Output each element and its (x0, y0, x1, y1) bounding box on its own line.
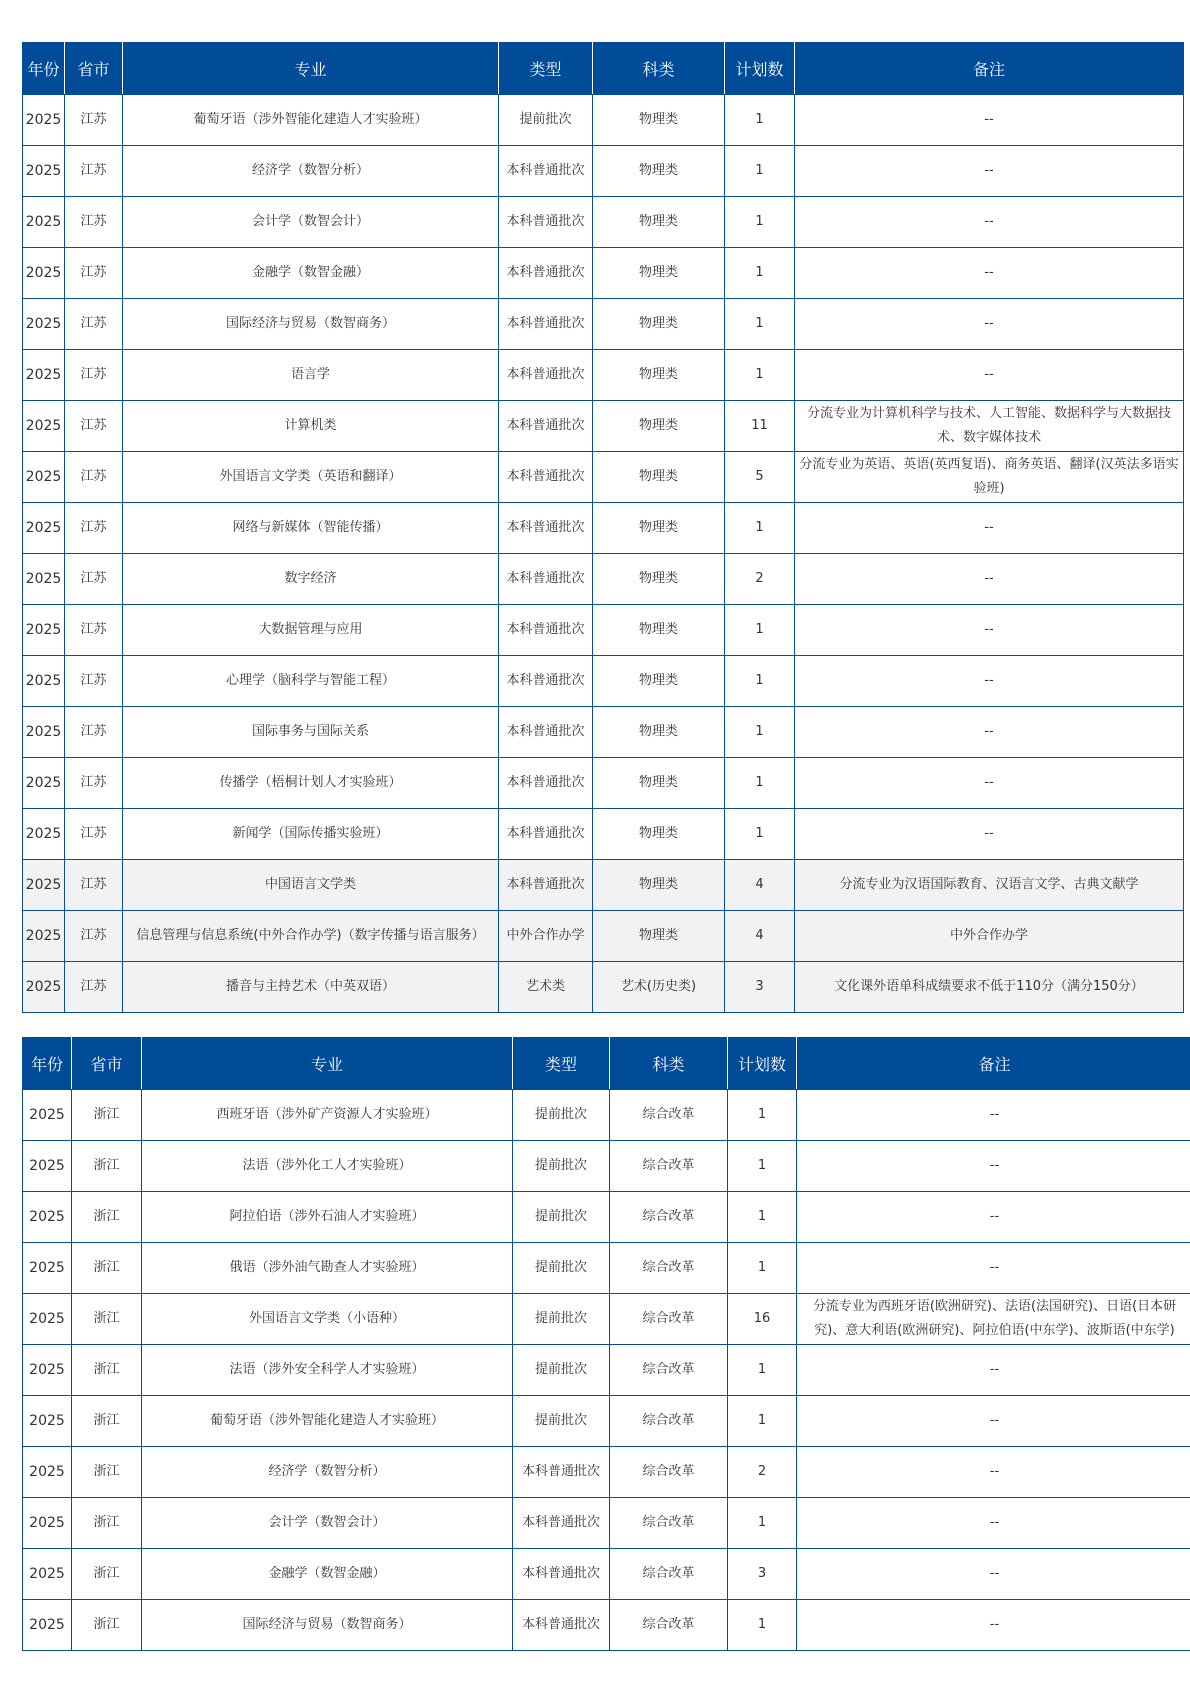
cell-note: 分流专业为计算机科学与技术、人工智能、数据科学与大数据技术、数字媒体技术 (795, 401, 1184, 452)
cell-province: 江苏 (65, 146, 123, 197)
cell-count: 1 (728, 1090, 797, 1141)
cell-count: 2 (725, 554, 795, 605)
table-row (23, 401, 1184, 452)
cell-year: 2025 (23, 656, 65, 707)
cell-year: 2025 (23, 605, 65, 656)
cell-year: 2025 (23, 1447, 72, 1498)
cell-major: 金融学（数智金融） (123, 248, 499, 299)
cell-type: 中外合作办学 (499, 911, 593, 962)
cell-province: 浙江 (72, 1294, 142, 1345)
cell-type: 提前批次 (513, 1345, 610, 1396)
cell-note: -- (797, 1345, 1190, 1396)
header-type: 类型 (499, 43, 593, 95)
table-row (23, 656, 1184, 707)
cell-category: 物理类 (593, 350, 725, 401)
cell-year: 2025 (23, 197, 65, 248)
cell-province: 江苏 (65, 860, 123, 911)
cell-note: 分流专业为英语、英语(英西复语)、商务英语、翻译(汉英法多语实验班) (795, 452, 1184, 503)
header-note: 备注 (795, 43, 1184, 95)
cell-major: 葡萄牙语（涉外智能化建造人才实验班） (142, 1396, 513, 1447)
cell-year: 2025 (23, 1498, 72, 1549)
cell-category: 综合改革 (610, 1396, 728, 1447)
cell-province: 江苏 (65, 452, 123, 503)
cell-major: 法语（涉外安全科学人才实验班） (142, 1345, 513, 1396)
cell-category: 物理类 (593, 299, 725, 350)
cell-type: 提前批次 (513, 1090, 610, 1141)
cell-year: 2025 (23, 758, 65, 809)
cell-note: -- (797, 1090, 1190, 1141)
cell-year: 2025 (23, 554, 65, 605)
cell-count: 1 (725, 758, 795, 809)
cell-type: 本科普通批次 (499, 758, 593, 809)
cell-province: 浙江 (72, 1396, 142, 1447)
cell-province: 浙江 (72, 1243, 142, 1294)
cell-province: 浙江 (72, 1090, 142, 1141)
cell-count: 4 (725, 911, 795, 962)
cell-major: 播音与主持艺术（中英双语） (123, 962, 499, 1013)
table-row (23, 146, 1184, 197)
cell-major: 葡萄牙语（涉外智能化建造人才实验班） (123, 95, 499, 146)
cell-note: -- (795, 554, 1184, 605)
cell-count: 1 (725, 656, 795, 707)
cell-province: 江苏 (65, 707, 123, 758)
cell-major: 心理学（脑科学与智能工程） (123, 656, 499, 707)
table-row (23, 1447, 1190, 1498)
cell-category: 物理类 (593, 707, 725, 758)
cell-category: 综合改革 (610, 1243, 728, 1294)
cell-type: 本科普通批次 (499, 299, 593, 350)
cell-province: 浙江 (72, 1345, 142, 1396)
cell-category: 综合改革 (610, 1549, 728, 1600)
table-row (23, 809, 1184, 860)
cell-count: 1 (728, 1192, 797, 1243)
cell-type: 本科普通批次 (513, 1447, 610, 1498)
header-type: 类型 (513, 1038, 610, 1090)
zhejiang-plan-table (22, 1037, 1190, 1651)
cell-type: 本科普通批次 (513, 1498, 610, 1549)
table-row (23, 248, 1184, 299)
cell-major: 西班牙语（涉外矿产资源人才实验班） (142, 1090, 513, 1141)
cell-year: 2025 (23, 1294, 72, 1345)
cell-year: 2025 (23, 350, 65, 401)
cell-note: -- (795, 95, 1184, 146)
cell-province: 浙江 (72, 1549, 142, 1600)
cell-province: 江苏 (65, 605, 123, 656)
cell-note: -- (795, 299, 1184, 350)
cell-type: 本科普通批次 (513, 1549, 610, 1600)
cell-province: 江苏 (65, 350, 123, 401)
header-province: 省市 (65, 43, 123, 95)
header-major: 专业 (123, 43, 499, 95)
cell-count: 1 (725, 809, 795, 860)
cell-note: -- (795, 605, 1184, 656)
table-row (23, 1243, 1190, 1294)
cell-province: 江苏 (65, 503, 123, 554)
cell-year: 2025 (23, 911, 65, 962)
header-note: 备注 (797, 1038, 1190, 1090)
cell-type: 本科普通批次 (499, 350, 593, 401)
cell-province: 江苏 (65, 911, 123, 962)
cell-type: 本科普通批次 (499, 707, 593, 758)
cell-type: 本科普通批次 (499, 452, 593, 503)
cell-count: 1 (725, 503, 795, 554)
cell-province: 江苏 (65, 656, 123, 707)
cell-major: 中国语言文学类 (123, 860, 499, 911)
cell-province: 江苏 (65, 554, 123, 605)
cell-major: 法语（涉外化工人才实验班） (142, 1141, 513, 1192)
cell-category: 综合改革 (610, 1498, 728, 1549)
cell-province: 江苏 (65, 401, 123, 452)
cell-type: 提前批次 (513, 1243, 610, 1294)
cell-count: 4 (725, 860, 795, 911)
cell-note: -- (797, 1600, 1190, 1651)
cell-note: -- (795, 758, 1184, 809)
table-row (23, 95, 1184, 146)
cell-major: 经济学（数智分析） (142, 1447, 513, 1498)
cell-province: 江苏 (65, 248, 123, 299)
header-category: 科类 (610, 1038, 728, 1090)
table-row (23, 1600, 1190, 1651)
cell-major: 俄语（涉外油气勘查人才实验班） (142, 1243, 513, 1294)
cell-year: 2025 (23, 299, 65, 350)
cell-major: 外国语言文学类（英语和翻译） (123, 452, 499, 503)
cell-count: 16 (728, 1294, 797, 1345)
cell-count: 1 (728, 1600, 797, 1651)
cell-count: 3 (728, 1549, 797, 1600)
table-row (23, 1141, 1190, 1192)
cell-year: 2025 (23, 1192, 72, 1243)
cell-province: 江苏 (65, 962, 123, 1013)
cell-count: 1 (725, 299, 795, 350)
table-row (23, 860, 1184, 911)
header-province: 省市 (72, 1038, 142, 1090)
table-row (23, 299, 1184, 350)
table-row (23, 503, 1184, 554)
cell-count: 1 (728, 1243, 797, 1294)
zhejiang-table-body (23, 1090, 1190, 1651)
cell-note: -- (797, 1447, 1190, 1498)
cell-type: 提前批次 (513, 1396, 610, 1447)
cell-count: 2 (728, 1447, 797, 1498)
cell-province: 江苏 (65, 197, 123, 248)
jiangsu-table-body (23, 95, 1184, 1013)
cell-major: 外国语言文学类（小语种） (142, 1294, 513, 1345)
cell-category: 物理类 (593, 503, 725, 554)
cell-count: 1 (728, 1345, 797, 1396)
cell-year: 2025 (23, 962, 65, 1013)
cell-type: 本科普通批次 (499, 809, 593, 860)
cell-year: 2025 (23, 860, 65, 911)
cell-type: 本科普通批次 (499, 554, 593, 605)
cell-province: 浙江 (72, 1600, 142, 1651)
cell-type: 本科普通批次 (499, 503, 593, 554)
cell-note: -- (797, 1549, 1190, 1600)
cell-type: 本科普通批次 (499, 197, 593, 248)
cell-count: 1 (728, 1498, 797, 1549)
cell-province: 浙江 (72, 1498, 142, 1549)
cell-year: 2025 (23, 809, 65, 860)
table-row (23, 452, 1184, 503)
header-year: 年份 (23, 43, 65, 95)
cell-category: 艺术(历史类) (593, 962, 725, 1013)
cell-major: 大数据管理与应用 (123, 605, 499, 656)
cell-count: 3 (725, 962, 795, 1013)
cell-note: 分流专业为汉语国际教育、汉语言文学、古典文献学 (795, 860, 1184, 911)
cell-category: 物理类 (593, 911, 725, 962)
cell-type: 本科普通批次 (499, 401, 593, 452)
cell-province: 江苏 (65, 758, 123, 809)
table-header-row (23, 43, 1184, 95)
cell-note: -- (797, 1498, 1190, 1549)
cell-count: 5 (725, 452, 795, 503)
table-header-row (23, 1038, 1190, 1090)
cell-province: 浙江 (72, 1192, 142, 1243)
cell-category: 综合改革 (610, 1192, 728, 1243)
cell-major: 网络与新媒体（智能传播） (123, 503, 499, 554)
cell-count: 1 (725, 248, 795, 299)
cell-province: 江苏 (65, 95, 123, 146)
cell-category: 物理类 (593, 197, 725, 248)
cell-note: -- (795, 146, 1184, 197)
cell-category: 物理类 (593, 605, 725, 656)
cell-year: 2025 (23, 146, 65, 197)
cell-year: 2025 (23, 1345, 72, 1396)
cell-year: 2025 (23, 503, 65, 554)
cell-count: 1 (725, 197, 795, 248)
cell-major: 信息管理与信息系统(中外合作办学)（数字传播与语言服务） (123, 911, 499, 962)
cell-note: -- (797, 1396, 1190, 1447)
cell-year: 2025 (23, 1141, 72, 1192)
cell-type: 本科普通批次 (513, 1600, 610, 1651)
cell-category: 物理类 (593, 809, 725, 860)
cell-category: 综合改革 (610, 1345, 728, 1396)
cell-type: 本科普通批次 (499, 656, 593, 707)
cell-count: 1 (725, 350, 795, 401)
table-row (23, 1345, 1190, 1396)
table-row (23, 1090, 1190, 1141)
table-row (23, 1396, 1190, 1447)
cell-note: -- (795, 809, 1184, 860)
header-count: 计划数 (728, 1038, 797, 1090)
cell-year: 2025 (23, 452, 65, 503)
cell-type: 提前批次 (499, 95, 593, 146)
cell-category: 物理类 (593, 860, 725, 911)
cell-major: 经济学（数智分析） (123, 146, 499, 197)
cell-type: 提前批次 (513, 1294, 610, 1345)
cell-note: -- (795, 707, 1184, 758)
cell-count: 1 (725, 95, 795, 146)
table-row (23, 962, 1184, 1013)
cell-year: 2025 (23, 1090, 72, 1141)
cell-major: 金融学（数智金融） (142, 1549, 513, 1600)
cell-category: 综合改革 (610, 1141, 728, 1192)
cell-category: 物理类 (593, 554, 725, 605)
header-category: 科类 (593, 43, 725, 95)
table-row (23, 554, 1184, 605)
cell-major: 新闻学（国际传播实验班） (123, 809, 499, 860)
cell-year: 2025 (23, 1600, 72, 1651)
cell-category: 物理类 (593, 95, 725, 146)
cell-note: 文化课外语单科成绩要求不低于110分（满分150分） (795, 962, 1184, 1013)
cell-major: 国际事务与国际关系 (123, 707, 499, 758)
cell-year: 2025 (23, 1396, 72, 1447)
table-row (23, 707, 1184, 758)
cell-category: 物理类 (593, 452, 725, 503)
cell-type: 艺术类 (499, 962, 593, 1013)
cell-category: 物理类 (593, 656, 725, 707)
cell-major: 阿拉伯语（涉外石油人才实验班） (142, 1192, 513, 1243)
cell-province: 浙江 (72, 1141, 142, 1192)
cell-year: 2025 (23, 248, 65, 299)
cell-category: 物理类 (593, 248, 725, 299)
header-count: 计划数 (725, 43, 795, 95)
table-row (23, 758, 1184, 809)
cell-year: 2025 (23, 1549, 72, 1600)
cell-category: 综合改革 (610, 1447, 728, 1498)
header-year: 年份 (23, 1038, 72, 1090)
cell-province: 江苏 (65, 809, 123, 860)
cell-note: 中外合作办学 (795, 911, 1184, 962)
cell-note: -- (797, 1141, 1190, 1192)
cell-category: 物理类 (593, 146, 725, 197)
cell-type: 本科普通批次 (499, 146, 593, 197)
table-row (23, 1294, 1190, 1345)
cell-major: 计算机类 (123, 401, 499, 452)
cell-type: 本科普通批次 (499, 605, 593, 656)
cell-note: -- (795, 248, 1184, 299)
cell-count: 1 (725, 605, 795, 656)
cell-year: 2025 (23, 1243, 72, 1294)
table-row (23, 911, 1184, 962)
cell-count: 1 (725, 146, 795, 197)
cell-category: 物理类 (593, 758, 725, 809)
cell-province: 浙江 (72, 1447, 142, 1498)
cell-major: 国际经济与贸易（数智商务） (123, 299, 499, 350)
cell-major: 国际经济与贸易（数智商务） (142, 1600, 513, 1651)
cell-type: 本科普通批次 (499, 248, 593, 299)
cell-count: 1 (728, 1396, 797, 1447)
header-major: 专业 (142, 1038, 513, 1090)
cell-count: 11 (725, 401, 795, 452)
cell-year: 2025 (23, 707, 65, 758)
cell-year: 2025 (23, 401, 65, 452)
cell-note: 分流专业为西班牙语(欧洲研究)、法语(法国研究)、日语(日本研究)、意大利语(欧洲研究)、阿拉伯语(中东学)、波斯语(中东学) (797, 1294, 1190, 1345)
cell-major: 会计学（数智会计） (123, 197, 499, 248)
cell-category: 综合改革 (610, 1090, 728, 1141)
table-row (23, 1498, 1190, 1549)
cell-major: 会计学（数智会计） (142, 1498, 513, 1549)
cell-category: 综合改革 (610, 1294, 728, 1345)
cell-major: 传播学（梧桐计划人才实验班） (123, 758, 499, 809)
cell-major: 数字经济 (123, 554, 499, 605)
cell-count: 1 (725, 707, 795, 758)
cell-province: 江苏 (65, 299, 123, 350)
cell-type: 提前批次 (513, 1141, 610, 1192)
cell-category: 综合改革 (610, 1600, 728, 1651)
cell-type: 提前批次 (513, 1192, 610, 1243)
cell-note: -- (795, 197, 1184, 248)
table-row (23, 197, 1184, 248)
table-row (23, 350, 1184, 401)
jiangsu-plan-table (22, 42, 1184, 1013)
cell-note: -- (795, 656, 1184, 707)
table-row (23, 605, 1184, 656)
table-row (23, 1549, 1190, 1600)
cell-note: -- (795, 350, 1184, 401)
cell-count: 1 (728, 1141, 797, 1192)
table-row (23, 1192, 1190, 1243)
cell-major: 语言学 (123, 350, 499, 401)
cell-note: -- (797, 1243, 1190, 1294)
cell-note: -- (795, 503, 1184, 554)
cell-year: 2025 (23, 95, 65, 146)
cell-category: 物理类 (593, 401, 725, 452)
cell-type: 本科普通批次 (499, 860, 593, 911)
cell-note: -- (797, 1192, 1190, 1243)
